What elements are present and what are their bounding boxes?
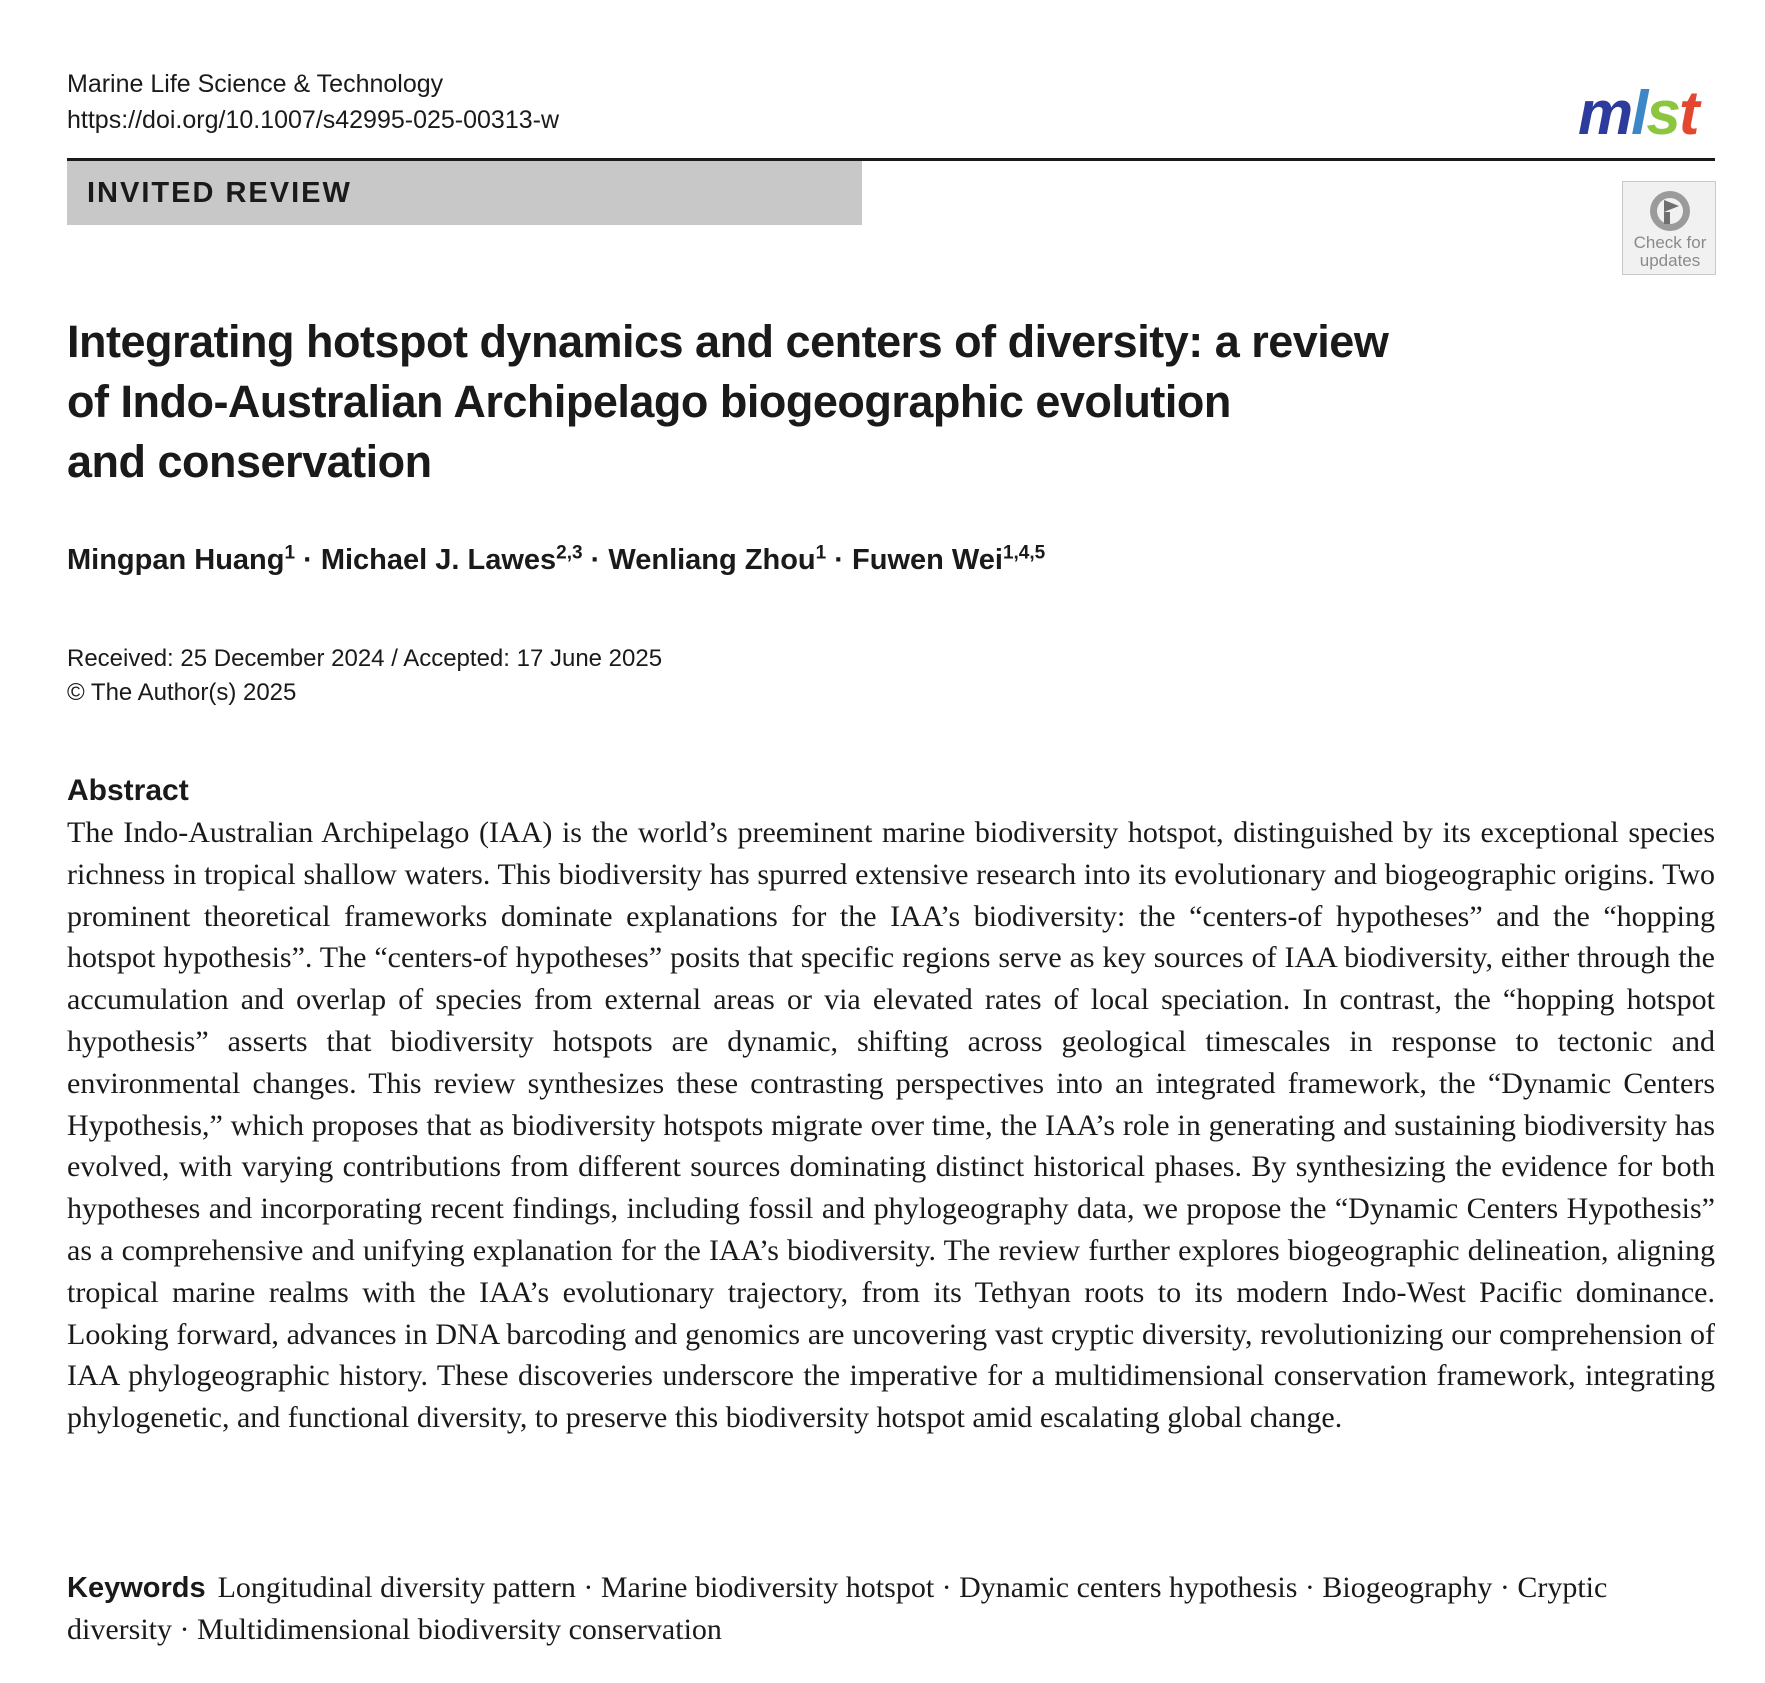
article-type-label: INVITED REVIEW [87, 177, 352, 209]
logo-letter-l: l [1631, 79, 1647, 148]
logo-letter-m: m [1578, 79, 1632, 148]
author-affiliation: 1 [815, 542, 827, 564]
author-name[interactable]: Mingpan Huang [67, 544, 285, 576]
publication-dates [67, 642, 662, 710]
author-list [67, 540, 1045, 580]
logo-letter-t: t [1678, 79, 1698, 148]
check-updates-line2: updates [1639, 251, 1701, 270]
author-name[interactable]: Michael J. Lawes [320, 544, 557, 576]
article-title [67, 312, 1567, 492]
author-name[interactable]: Wenliang Zhou [608, 544, 816, 576]
keywords-section [67, 1567, 1715, 1651]
check-updates-icon [1645, 188, 1695, 234]
check-for-updates-button[interactable] [1622, 181, 1716, 275]
article-type-band [67, 161, 862, 225]
author-affiliation: 1,4,5 [1002, 542, 1046, 564]
author-affiliation: 2,3 [556, 542, 583, 564]
title-line: and conservation [67, 436, 432, 487]
keywords-list: Longitudinal diversity pattern · Marine biodiversity hotspot · Dynamic centers hypothesis · Biogeography · Cryptic diversity · Multidimensional biodiversity conservation [67, 1571, 1608, 1646]
journal-logo [1578, 79, 1708, 148]
abstract-text: The Indo-Australian Archipelago (IAA) is the world’s preeminent marine biodiversity hotspot, distinguished by its exceptional species richness in tropical shallow waters. This biodiversity has spurred extensive research into its evolutionary and biogeographic origins. Two prominent theoretical frameworks dominate explanations for the IAA’s biodiversity: the “centers-of hypotheses” and the “hopping hotspot hypothesis”. The “centers-of hypotheses” posits that specific regions serve as key sources of IAA biodiversity, either through the accumulation and overlap of species from external areas or via elevated rates of local speciation. In contrast, the “hopping hotspot hypothesis” asserts that biodiversity hotspots are dynamic, shifting across geological timescales in response to tectonic and environmental changes. This review synthesizes these contrasting perspectives into an integrated framework, the “Dynamic Centers Hypothesis,” which proposes that as biodiversity hotspots migrate over time, the IAA’s role in generating and sustaining biodiversity has evolved, with varying contributions from different sources dominating distinct historical phases. By synthesizing the evidence for both hypotheses and incorporating recent findings, including fossil and phylogeography data, we propose the “Dynamic Centers Hypothesis” as a comprehensive and unifying explanation for the IAA’s biodiversity. The review further explores biogeographic delineation, aligning tropical marine realms with the IAA’s evolutionary trajectory, from its Tethyan roots to its modern Indo-West Pacific dominance. Looking forward, advances in DNA barcoding and genomics are uncovering vast cryptic diversity, revolutionizing our comprehension of IAA phylogeographic history. These discoveries underscore the imperative for a multidimensional conservation framework, integrating phylogenetic, and functional diversity, to preserve this biodiversity hotspot amid escalating global change. [67, 816, 1715, 1435]
journal-header [67, 66, 559, 138]
keywords-label: Keywords [67, 1572, 206, 1604]
check-updates-line1: Check for [1633, 233, 1707, 252]
author-affiliation: 1 [284, 542, 296, 564]
journal-name: Marine Life Science & Technology [67, 70, 444, 98]
author-separator: · [582, 544, 609, 576]
abstract-heading: Abstract [67, 774, 189, 807]
author-separator: · [295, 544, 321, 576]
received-accepted-dates: Received: 25 December 2024 / Accepted: 17 June 2025 [67, 645, 663, 672]
title-line: of Indo-Australian Archipelago biogeographic evolution [67, 376, 1231, 427]
logo-letter-s: s [1646, 79, 1679, 148]
copyright-notice: © The Author(s) 2025 [67, 679, 297, 706]
doi-link[interactable]: https://doi.org/10.1007/s42995-025-00313-w [67, 106, 560, 134]
author-name[interactable]: Fuwen Wei [852, 544, 1003, 576]
author-separator: · [826, 544, 853, 576]
title-line: Integrating hotspot dynamics and centers of diversity: a review [67, 316, 1389, 367]
